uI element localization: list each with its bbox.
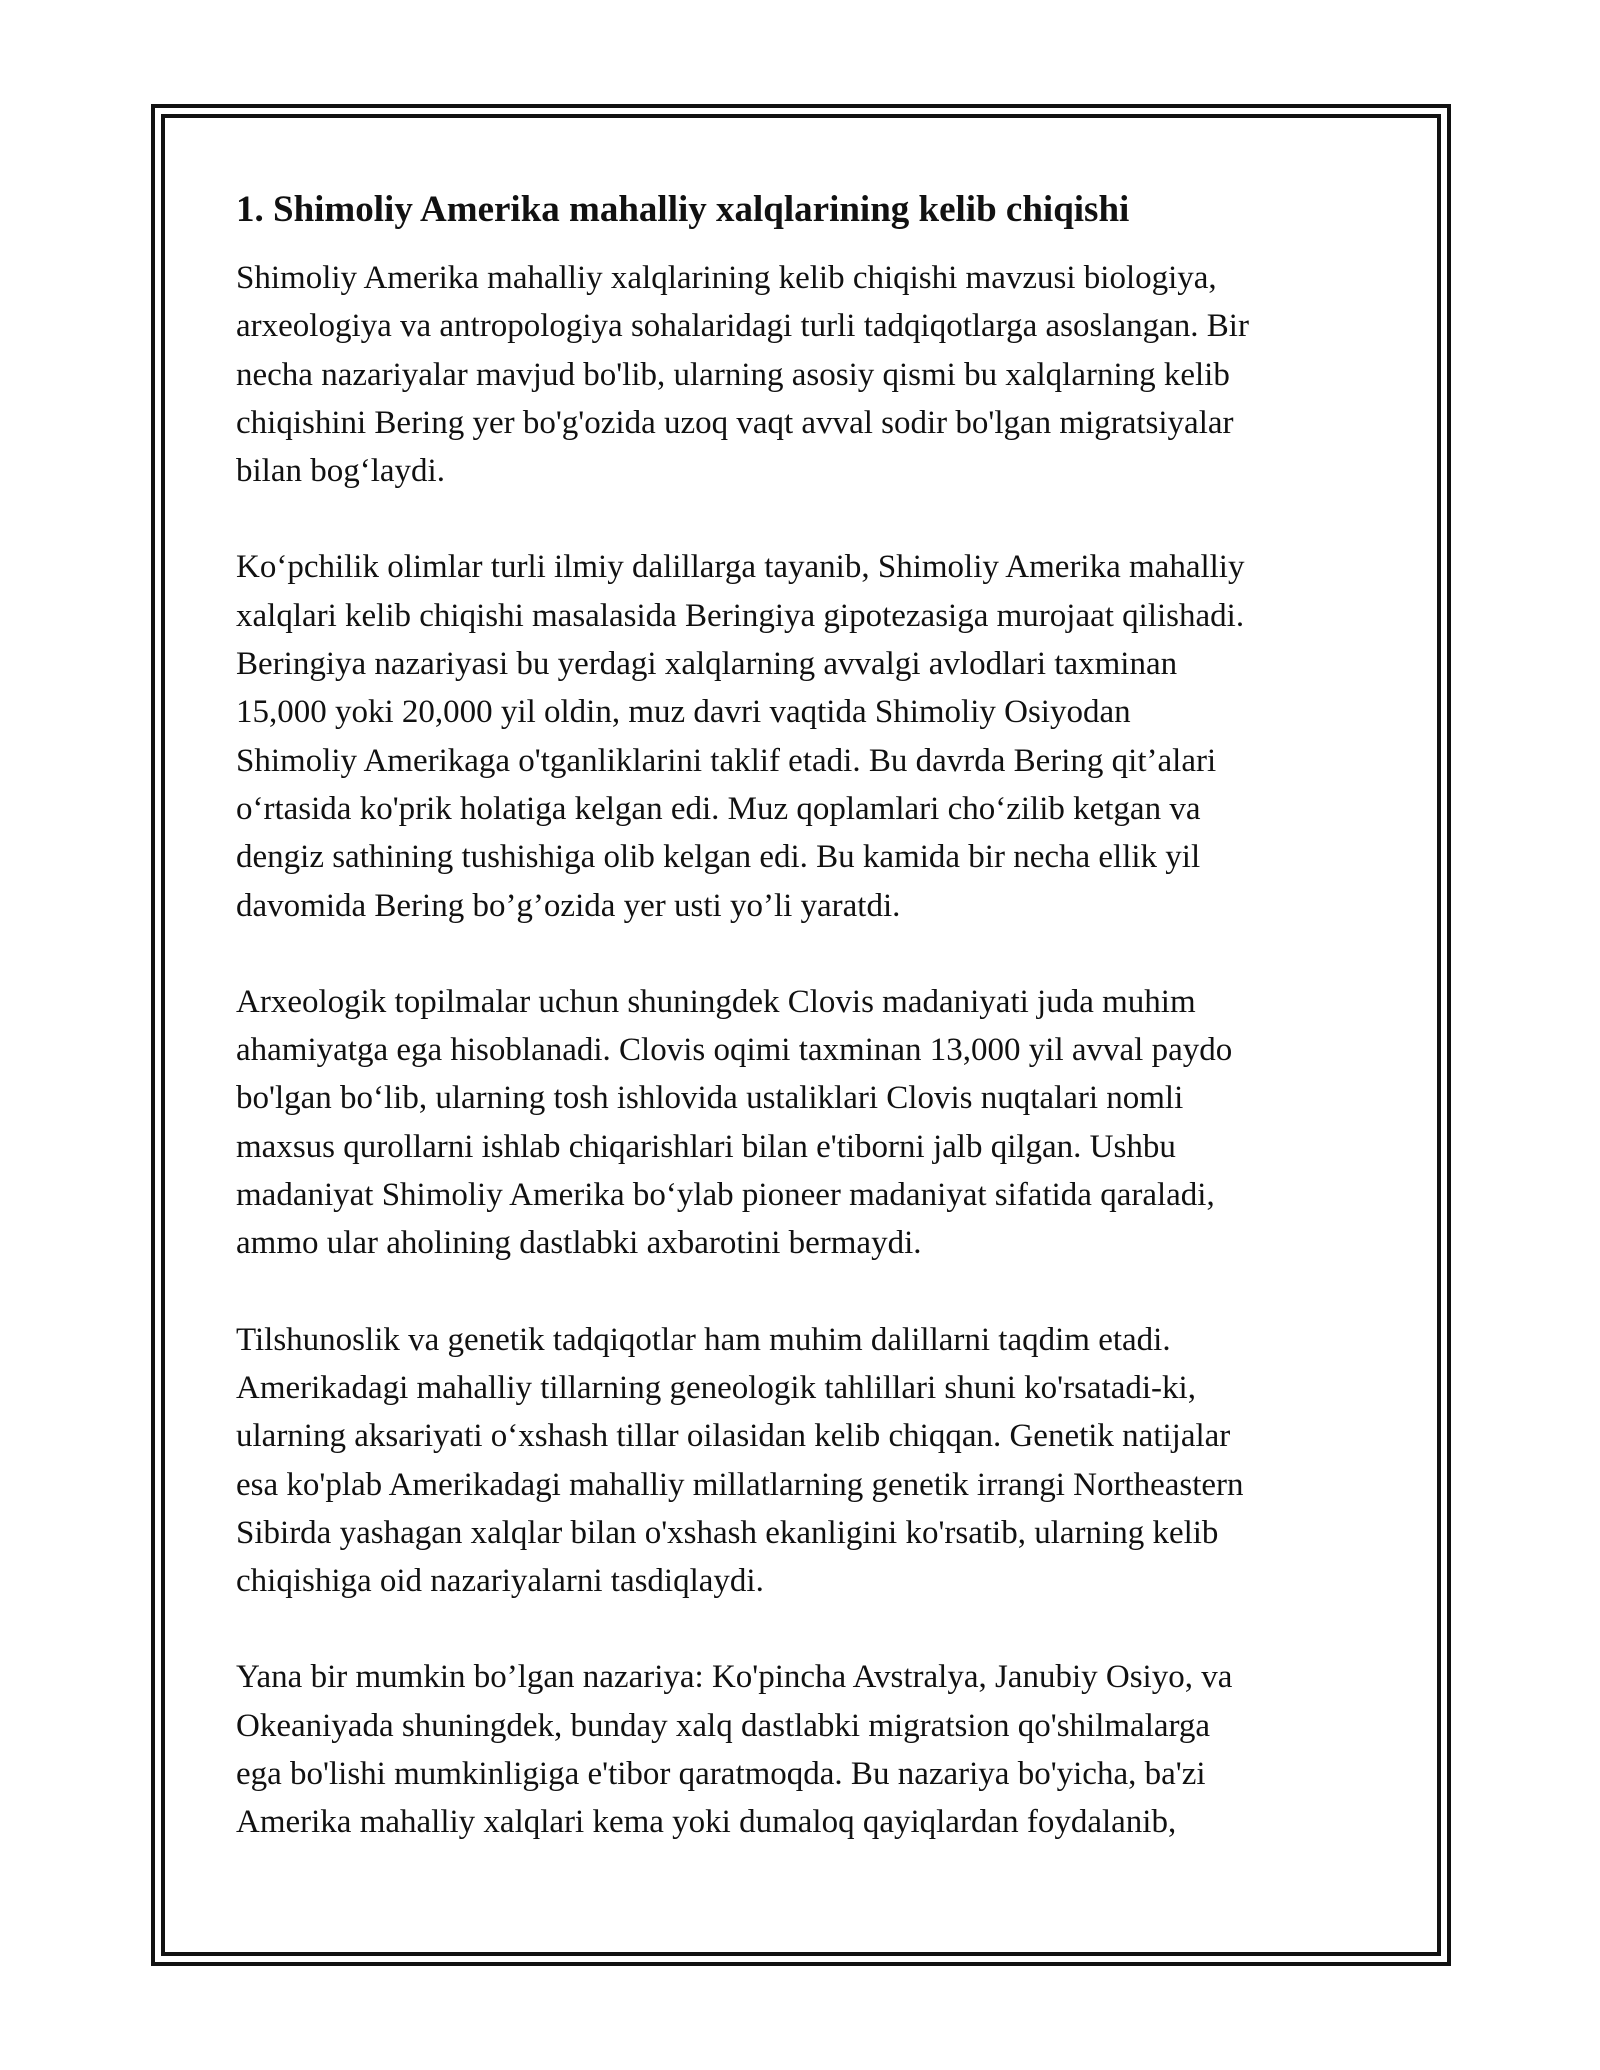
text-line: arxeologiya va antropologiya sohalaridagi turli tadqiqotlarga asoslangan. Bir [236,308,1249,345]
text-line: bo'lgan bo‘lib, ularning tosh ishlovida ustaliklari Clovis nuqtalari nomli [236,1080,1184,1117]
text-line: maxsus qurollarni ishlab chiqarishlari bilan e'tiborni jalb qilgan. Ushbu [236,1128,1176,1165]
text-line: Yana bir mumkin bo’lgan nazariya: Ko'pincha Avstralya, Janubiy Osiyo, va [236,1659,1233,1696]
text-line: ahamiyatga ega hisoblanadi. Clovis oqimi taxminan 13,000 yil avval paydo [236,1032,1233,1069]
text-line: ega bo'lishi mumkinligiga e'tibor qaratmoqda. Bu nazariya bo'yicha, ba'zi [236,1756,1206,1793]
text-line: Shimoliy Amerika mahalliy xalqlarining kelib chiqishi mavzusi biologiya, [236,260,1217,296]
text-line: dengiz sathining tushishiga olib kelgan edi. Bu kamida bir necha ellik yil [236,839,1201,876]
text-line: 15,000 yoki 20,000 yil oldin, muz davri vaqtida Shimoliy Osiyodan [236,694,1131,731]
text-line: Ko‘pchilik olimlar turli ilmiy dalillarga tayanib, Shimoliy Amerika mahalliy [236,549,1245,586]
text-line: xalqlari kelib chiqishi masalasida Beringiya gipotezasiga murojaat qilishadi. [236,597,1245,634]
section-heading: 1. Shimoliy Amerika mahalliy xalqlarining kelib chiqishi [236,189,1130,230]
text-line: madaniyat Shimoliy Amerika bo‘ylab pioneer madaniyat sifatida qaraladi, [236,1177,1215,1214]
document-body [236,186,1366,1895]
text-line: Arxeologik topilmalar uchun shuningdek Clovis madaniyati juda muhim [236,983,1196,1020]
text-line: ammo ular aholining dastlabki axbarotini bermaydi. [236,1225,922,1262]
paragraph-3 [236,978,1366,1268]
paragraph-1 [236,254,1366,495]
text-line: necha nazariyalar mavjud bo'lib, ularning asosiy qismi bu xalqlarning kelib [236,356,1230,393]
paragraph-4 [236,1316,1366,1606]
text-line: ularning aksariyati o‘xshash tillar oilasidan kelib chiqqan. Genetik natijalar [236,1418,1231,1455]
text-line: esa ko'plab Amerikadagi mahalliy millatlarning genetik irrangi Northeastern [236,1466,1244,1503]
text-line: davomida Bering bo’g’ozida yer usti yo’li yaratdi. [236,887,901,924]
text-line: Sibirda yashagan xalqlar bilan o'xshash ekanligini ko'rsatib, ularning kelib [236,1514,1219,1551]
text-line: o‘rtasida ko'prik holatiga kelgan edi. Muz qoplamlari cho‘zilib ketgan va [236,790,1201,827]
paragraph-5 [236,1653,1366,1846]
text-line: Okeaniyada shuningdek, bunday xalq dastlabki migratsion qo'shilmalarga [236,1707,1211,1744]
text-line: chiqishiga oid nazariyalarni tasdiqlaydi. [236,1563,764,1600]
text-line: bilan bog‘laydi. [236,453,445,490]
text-line: Tilshunoslik va genetik tadqiqotlar ham muhim dalillarni taqdim etadi. [236,1321,1171,1358]
text-line: Shimoliy Amerikaga o'tganliklarini taklif etadi. Bu davrda Bering qit’alari [236,742,1217,779]
text-line: Beringiya nazariyasi bu yerdagi xalqlarning avvalgi avlodlari taxminan [236,646,1178,683]
text-line: Amerikadagi mahalliy tillarning geneologik tahlillari shuni ko'rsatadi-ki, [236,1369,1196,1406]
text-line: chiqishini Bering yer bo'g'ozida uzoq vaqt avval sodir bo'lgan migratsiyalar [236,404,1234,441]
paragraph-2 [236,543,1366,929]
text-line: Amerika mahalliy xalqlari kema yoki dumaloq qayiqlardan foydalanib, [236,1804,1177,1841]
